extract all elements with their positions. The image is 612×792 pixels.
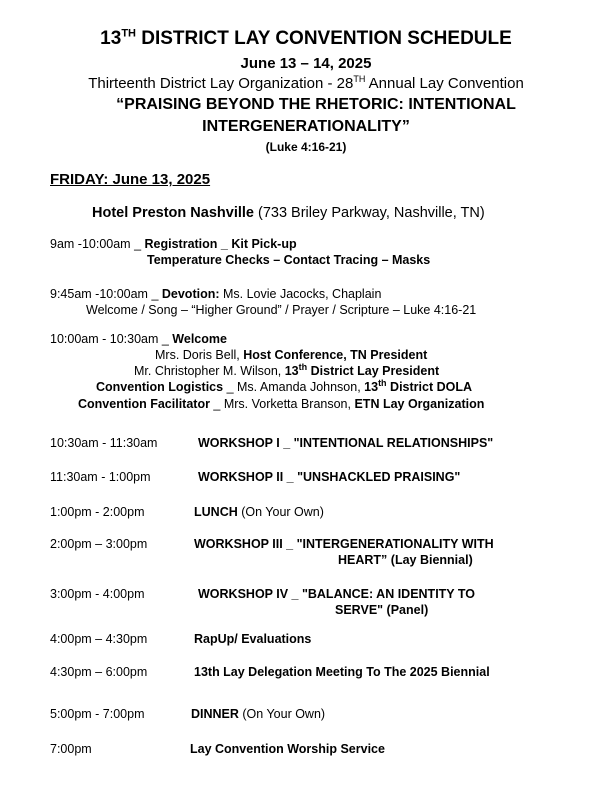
speaker-2-role-sup: th	[298, 361, 308, 372]
convention-logistics-line	[96, 377, 472, 394]
theme-line-2: INTERGENERATIONALITY”	[202, 118, 410, 135]
devotion-program: Welcome / Song – “Higher Ground” / Prayer / Scripture – Luke 4:16-21	[86, 303, 477, 317]
document-title	[0, 28, 612, 50]
devotion-title: Devotion:	[161, 287, 220, 301]
welcome-title: Welcome	[172, 332, 227, 346]
devotion-line	[50, 287, 381, 301]
welcome-speaker-1	[155, 348, 427, 362]
theme-line-1: “PRAISING BEYOND THE RHETORIC: INTENTIONAL	[116, 96, 516, 113]
org-text-end: Annual Lay Convention	[365, 75, 524, 92]
logistics-role-num: 13	[364, 380, 379, 394]
schedule-event-continued: SERVE" (Panel)	[335, 603, 429, 617]
schedule-time: 1:00pm - 2:00pm	[50, 505, 145, 519]
schedule-event: LUNCH	[194, 505, 238, 519]
schedule-item	[50, 632, 570, 648]
welcome-speaker-2	[134, 361, 440, 378]
schedule-item	[50, 470, 570, 486]
speaker-2-role-num: 13	[284, 364, 299, 378]
schedule-item	[50, 537, 570, 571]
registration-time: 9am -10:00am _	[50, 237, 145, 251]
facilitator-name: _ Mrs. Vorketta Branson,	[209, 397, 355, 411]
schedule-time: 4:00pm – 4:30pm	[50, 632, 148, 646]
schedule-event: WORKSHOP IV _ "BALANCE: AN IDENTITY TO	[198, 587, 476, 601]
title-text: DISTRICT LAY CONVENTION SCHEDULE	[135, 28, 512, 49]
organization-line	[0, 75, 612, 92]
logistics-role-sup: th	[378, 377, 387, 388]
speaker-1-name: Mrs. Doris Bell,	[155, 348, 244, 362]
schedule-event-continued: HEART” (Lay Biennial)	[338, 553, 473, 567]
schedule-event: Lay Convention Worship Service	[190, 742, 385, 756]
schedule-time: 5:00pm - 7:00pm	[50, 707, 145, 721]
registration-title: Registration _ Kit Pick-up	[144, 237, 297, 251]
convention-facilitator-line	[78, 397, 484, 411]
venue-line	[92, 205, 485, 221]
welcome-time: 10:00am - 10:30am _	[50, 332, 173, 346]
schedule-item	[50, 587, 570, 621]
schedule-item	[50, 707, 570, 723]
org-text: Thirteenth District Lay Organization - 28	[88, 75, 354, 92]
devotion-time: 9:45am -10:00am _	[50, 287, 162, 301]
schedule-time: 4:30pm – 6:00pm	[50, 665, 148, 679]
schedule-item	[50, 742, 570, 758]
facilitator-role: ETN Lay Organization	[354, 397, 485, 411]
logistics-label: Convention Logistics	[96, 380, 224, 394]
org-superscript: TH	[353, 74, 366, 84]
schedule-time: 2:00pm – 3:00pm	[50, 537, 148, 551]
schedule-time: 7:00pm	[50, 742, 92, 756]
venue-name: Hotel Preston Nashville	[92, 205, 254, 221]
title-superscript: TH	[121, 27, 136, 40]
schedule-item	[50, 436, 570, 452]
schedule-item	[50, 505, 570, 521]
registration-details	[147, 253, 430, 267]
schedule-time: 10:30am - 11:30am	[50, 436, 158, 450]
logistics-name: _ Ms. Amanda Johnson,	[223, 380, 365, 394]
schedule-event: RapUp/ Evaluations	[194, 632, 312, 646]
venue-address: (733 Briley Parkway, Nashville, TN)	[253, 205, 485, 221]
schedule-event: WORKSHOP II _ "UNSHACKLED PRAISING"	[198, 470, 461, 484]
facilitator-label: Convention Facilitator	[78, 397, 210, 411]
friday-heading: FRIDAY: June 13, 2025	[50, 171, 211, 188]
logistics-role	[364, 377, 472, 394]
devotion-leader: Ms. Lovie Jacocks, Chaplain	[219, 287, 382, 301]
schedule-event-wrap	[191, 707, 325, 721]
speaker-1-role: Host Conference, TN President	[243, 348, 428, 362]
schedule-note: (On Your Own)	[238, 707, 326, 721]
schedule-event: WORKSHOP III _ "INTERGENERATIONALITY WITH	[194, 537, 494, 551]
schedule-event-wrap	[194, 505, 324, 519]
schedule-time: 11:30am - 1:00pm	[50, 470, 151, 484]
registration-line	[50, 237, 297, 251]
speaker-2-role	[284, 361, 440, 378]
speaker-2-role-text: District Lay President	[307, 364, 440, 378]
schedule-event: DINNER	[191, 707, 239, 721]
schedule-event: 13th Lay Delegation Meeting To The 2025 Biennial	[194, 665, 490, 679]
theme-scripture: (Luke 4:16-21)	[265, 140, 347, 154]
schedule-time: 3:00pm - 4:00pm	[50, 587, 145, 601]
schedule-note: (On Your Own)	[237, 505, 324, 519]
title-number: 13	[100, 28, 122, 49]
speaker-2-name: Mr. Christopher M. Wilson,	[134, 364, 285, 378]
welcome-line	[50, 332, 227, 346]
logistics-role-text: District DOLA	[386, 380, 472, 394]
schedule-item	[50, 665, 570, 681]
convention-dates: June 13 – 14, 2025	[240, 55, 372, 72]
registration-details-text: Temperature Checks – Contact Tracing – Masks	[147, 253, 431, 267]
schedule-event: WORKSHOP I _ "INTENTIONAL RELATIONSHIPS"	[198, 436, 494, 450]
